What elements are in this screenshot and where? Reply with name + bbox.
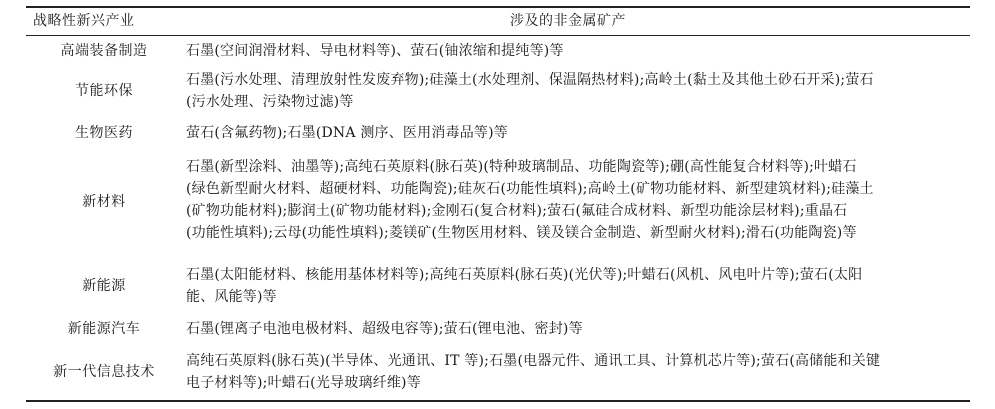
table-row [26,38,970,64]
minerals-cell [186,350,966,394]
minerals-line: (绿色新型耐火材料、超硬材料、功能陶瓷);硅灰石(功能性填料);高岭土(矿物功能材料、新型建筑材料);硅藻土 [186,181,874,197]
minerals-line: (矿物功能材料);膨润土(矿物功能材料);金刚石(复合材料);萤石(氟硅合成材料、新型功能涂层材料);重晶石 [186,203,848,219]
minerals-cell [186,264,966,308]
minerals-line: 石墨(锂离子电池电极材料、超级电容等);萤石(锂电池、密封)等 [186,321,583,337]
industry-cell: 新材料 [82,194,126,210]
minerals-line: 石墨(新型涂料、油墨等);高纯石英原料(脉石英)(特种玻璃制品、功能陶瓷等);硼(高性能复合材料等);叶蜡石 [186,159,857,175]
minerals-line: 石墨(空间润滑材料、导电材料等)、萤石(铀浓缩和提纯等)等 [186,43,564,59]
minerals-line: 高纯石英原料(脉石英)(半导体、光通讯、IT 等);石墨(电器元件、通讯工具、计算机芯片等);萤石(高储能和关键 [186,353,881,369]
minerals-cell [186,69,966,113]
minerals-cell [186,318,966,340]
table-row [26,154,970,250]
header-minerals: 涉及的非金属矿产 [510,13,626,29]
bottom-rule [26,400,970,402]
minerals-line: 萤石(含氟药物);石墨(DNA 测序、医用消毒品等)等 [186,125,508,141]
table-row [26,316,970,342]
minerals-line: 电子材料等);叶蜡石(光导玻璃纤维)等 [186,375,421,391]
table-row [26,67,970,115]
minerals-line: 石墨(污水处理、清理放射性发废弃物);硅藻土(水处理剂、保温隔热材料);高岭土(黏土及其他土砂石开采);萤石 [186,72,874,88]
table-row [26,348,970,396]
minerals-line: (污水处理、污染物过滤)等 [186,94,354,110]
header-rule [26,35,970,36]
minerals-line: (功能性填料);云母(功能性填料);菱镁矿(生物医用材料、镁及镁合金制造、新型耐火材料);滑石(功能陶瓷)等 [186,225,857,241]
minerals-line: 石墨(太阳能材料、核能用基体材料等);高纯石英原料(脉石英)(光伏等);叶蜡石(风机、风电叶片等);萤石(太阳 [186,267,863,283]
table-row [26,262,970,310]
industry-cell: 新一代信息技术 [53,364,155,380]
minerals-line: 能、风能等)等 [186,289,277,305]
industry-cell: 新能源汽车 [67,321,141,337]
industry-cell: 生物医药 [75,125,133,141]
header-industry: 战略性新兴产业 [33,13,135,29]
minerals-cell [186,122,966,144]
top-rule [26,6,970,8]
table-row [26,120,970,146]
industry-cell: 节能环保 [75,83,133,99]
industry-cell: 新能源 [82,278,126,294]
industry-cell: 高端装备制造 [60,43,148,59]
minerals-cell [186,156,966,244]
minerals-cell [186,40,966,62]
